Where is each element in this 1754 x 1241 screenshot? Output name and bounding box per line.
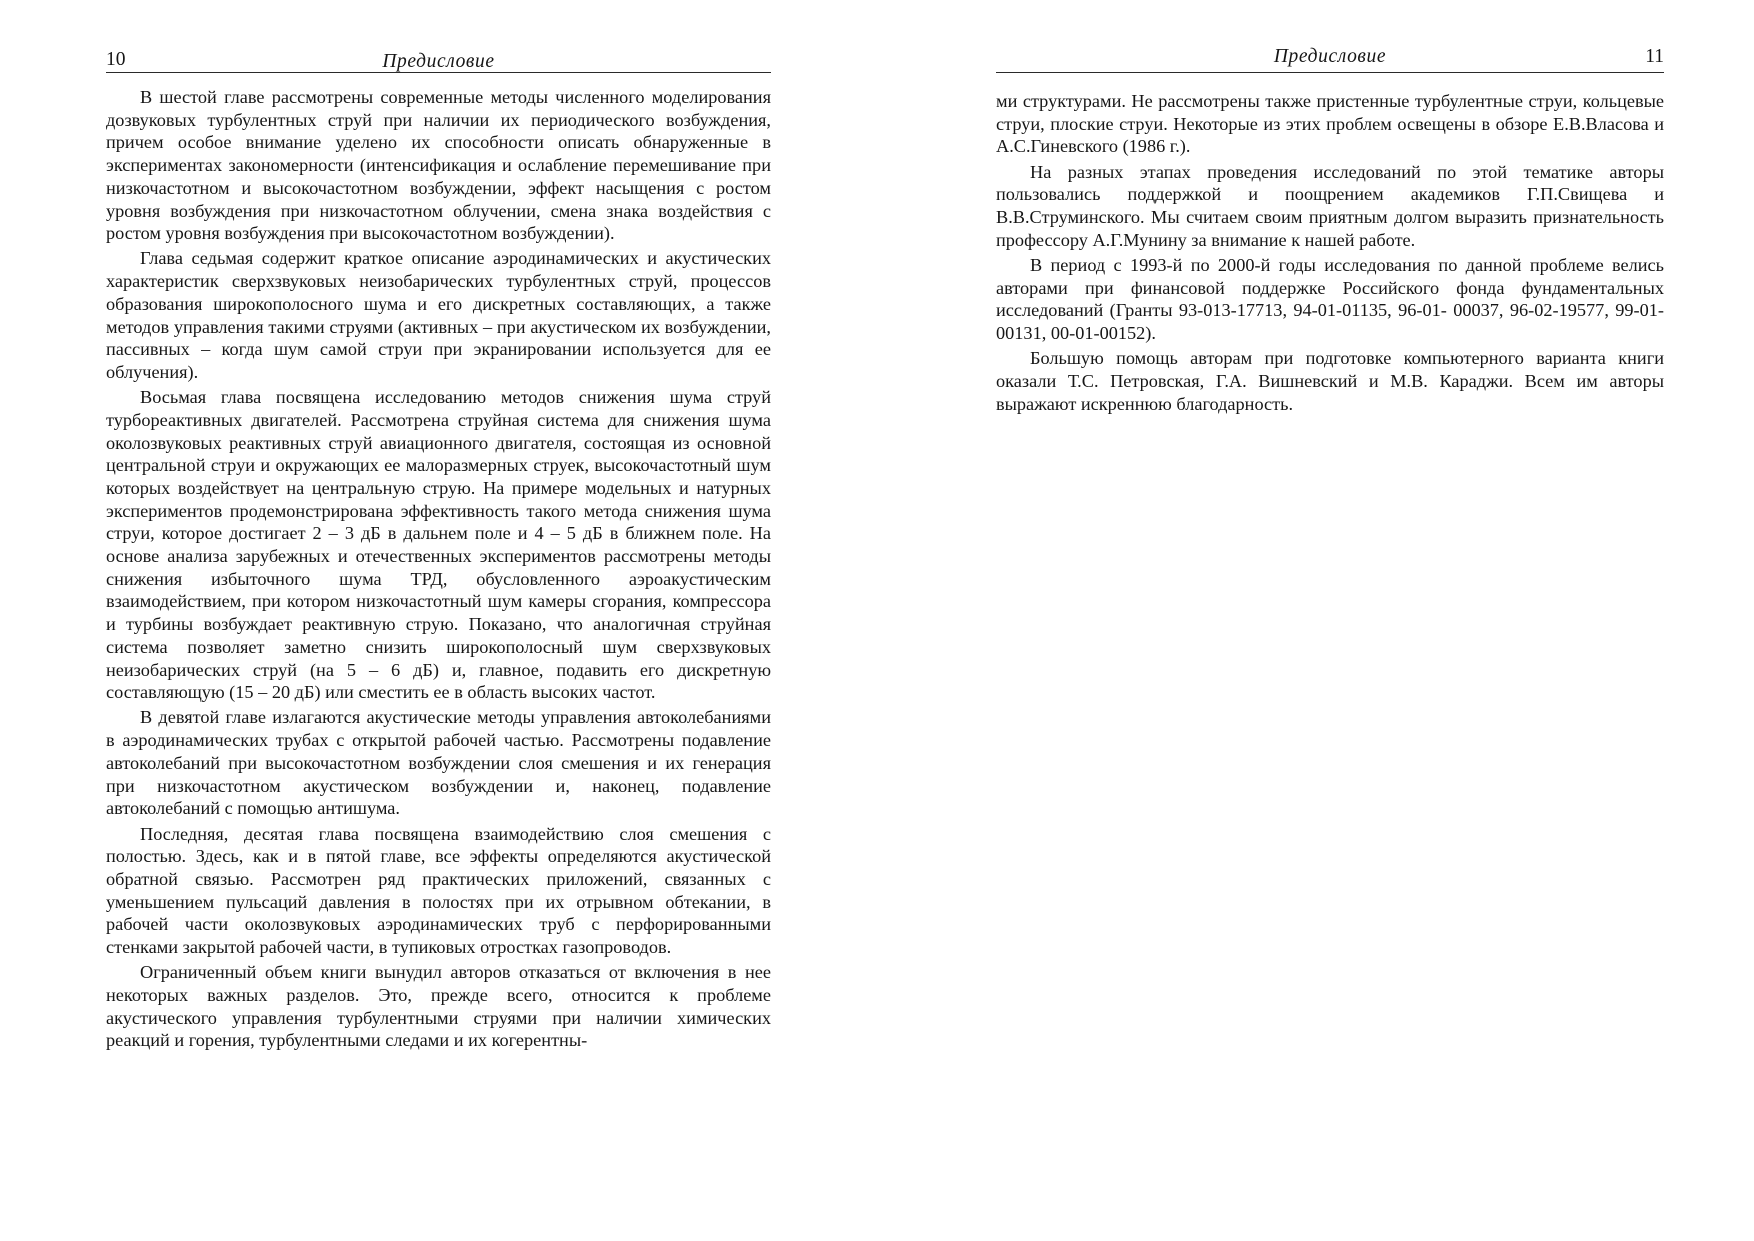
paragraph: В девятой главе излагаются акустические методы управления автоколебаниями в аэродинамических трубах с открытой рабочей частью. Рассмотрены подавление автоколебаний при высокочастотном возбуждении слоя смешения и их генерация при низкочастотном акустическом возбуждении и, наконец, подавление автоколебаний с помощью антишума. xyxy=(106,707,771,819)
right-running-title: Предисловие xyxy=(1273,46,1387,67)
paragraph: Последняя, десятая глава посвящена взаимодействию слоя смешения с полостью. Здесь, как и в пятой главе, все эффекты определяются акустической обратной связью. Рассмотрен ряд практических приложений, связанных с уменьшением пульсаций давления в полостях при их отрывном обтекании, в рабочей части околозвуковых аэродинамических труб с перфорированными стенками закрытой рабочей части, в тупиковых отростках газопроводов. xyxy=(106,823,771,958)
right-page-number: 11 xyxy=(1645,46,1664,67)
paragraph: Ограниченный объем книги вынудил авторов отказаться от включения в нее некоторых важных разделов. Это, прежде всего, относится к проблеме акустического управления турбулентными струями при наличии химических реакций и горения, турбулентными следами и их когерентны- xyxy=(106,962,771,1051)
left-page-body xyxy=(106,73,771,1052)
left-page xyxy=(106,42,771,1055)
paragraph: В шестой главе рассмотрены современные методы численного моделирования дозвуковых турбулентных струй при наличии их периодического возбуждения, причем особое внимание уделено их способности описать обнаруженные в экспериментах закономерности (интенсификация и ослабление перемешивание при низкочастотном и высокочастотном возбуждении, эффект насыщения с ростом уровня возбуждения при низкочастотном облучении, смена знака воздействия с ростом уровня возбуждения при высокочастотном возбуждении). xyxy=(106,87,771,244)
right-page-header xyxy=(996,42,1664,73)
paragraph: В период с 1993-й по 2000-й годы исследования по данной проблеме велись авторами при финансовой поддержке Российского фонда фундаментальных исследований (Гранты 93-013-17713, 94-01-01135, 96-01- 00037, 96-02-19577, 99-01-00131, 00-01-00152). xyxy=(996,254,1664,344)
paragraph: Большую помощь авторам при подготовке компьютерного варианта книги оказали Т.С. Петровская, Г.А. Вишневский и М.В. Караджи. Всем им авторы выражают искреннюю благодарность. xyxy=(996,348,1664,414)
left-running-title: Предисловие xyxy=(382,51,495,72)
left-page-number: 10 xyxy=(106,49,126,70)
paragraph-continuation: ми структурами. Не рассмотрены также пристенные турбулентные струи, кольцевые струи, плоские струи. Некоторые из этих проблем освещены в обзоре Е.В.Власова и А.С.Гиневского (1986 г.). xyxy=(996,91,1664,157)
right-page xyxy=(996,42,1664,418)
paragraph: Глава седьмая содержит краткое описание аэродинамических и акустических характеристик сверхзвуковых неизобарических турбулентных струй, процессов образования широкополосного шума и его дискретных составляющих, а также методов управления такими струями (активных – при акустическом их возбуждении, пассивных – когда шум самой струи при экранировании используется для ее облучения). xyxy=(106,248,771,382)
left-page-header xyxy=(106,42,771,73)
paragraph: Восьмая глава посвящена исследованию методов снижения шума струй турбореактивных двигателей. Рассмотрена струйная система для снижения шума околозвуковых реактивных струй авиационного двигателя, состоящая из основной центральной струи и окружающих ее малоразмерных струек, высокочастотный шум которых воздействует на центральную струю. На примере модельных и натурных экспериментов продемонстрирована эффективность такого метода снижения шума струи, которое достигает 2 – 3 дБ в дальнем поле и 4 – 5 дБ в ближнем поле. На основе анализа зарубежных и отечественных экспериментов рассмотрены методы снижения избыточного шума ТРД, обусловленного аэроакустическим взаимодействием, при котором низкочастотный шум камеры сгорания, компрессора и турбины возбуждает реактивную струю. Показано, что аналогичная струйная система позволяет заметно снизить широкополосный шум сверхзвуковых неизобарических струй (на 5 – 6 дБ) и, главное, подавить его дискретную составляющую (15 – 20 дБ) или сместить ее в область высоких частот. xyxy=(106,387,771,703)
right-page-body xyxy=(996,73,1664,415)
paragraph: На разных этапах проведения исследований по этой тематике авторы пользовались поддержкой и поощрением академиков Г.П.Свищева и В.В.Струминского. Мы считаем своим приятным долгом выразить признательность профессору А.Г.Мунину за внимание к нашей работе. xyxy=(996,161,1664,250)
